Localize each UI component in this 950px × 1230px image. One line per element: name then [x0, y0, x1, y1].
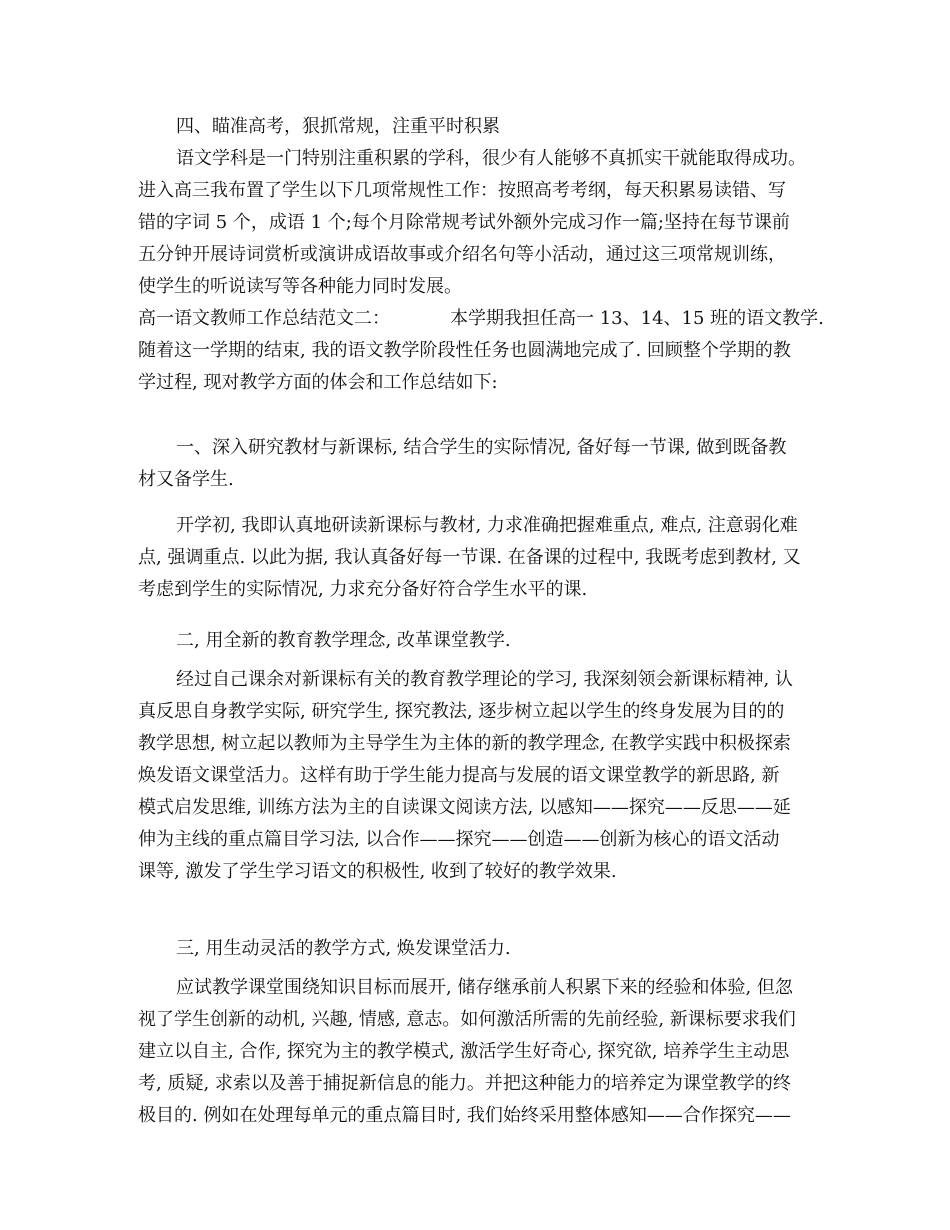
sample-two-intro	[138, 303, 824, 399]
paragraph-line: 语文学科是一门特别注重积累的学科，很少有人能够不真抓实干就能取得成功。	[176, 148, 806, 169]
paragraph-line: 课等, 激发了学生学习语文的积极性, 收到了较好的教学效果.	[138, 861, 617, 882]
paragraph-line: 模式启发思维, 训练方法为主的自读课文阅读方法, 以感知——探究——反思——延	[138, 797, 791, 818]
section-four-heading: 四、瞄准高考，狠抓常规，注重平时积累	[176, 116, 500, 137]
sample-two-title: 高一语文教师工作总结范文二：	[138, 308, 390, 329]
paragraph-line: 应试教学课堂围绕知识目标而展开, 储存继承前人积累下来的经验和体验, 但忽	[176, 977, 793, 998]
paragraph-line: 建立以自主, 合作, 探究为主的教学模式, 激活学生好奇心, 探究欲, 培养学生主动思	[138, 1041, 790, 1062]
paragraph-line: 进入高三我布置了学生以下几项常规性工作：按照高考考纲，每天积累易读错、写	[138, 180, 786, 201]
paragraph-line: 极目的. 例如在处理每单元的重点篇目时, 我们始终采用整体感知——合作探究——	[138, 1105, 791, 1126]
section-four	[138, 111, 818, 303]
part-two-body	[138, 664, 818, 888]
paragraph-line: 焕发语文课堂活力。这样有助于学生能力提高与发展的语文课堂教学的新思路, 新	[138, 765, 780, 786]
paragraph-line: 真反思自身教学实际, 研究学生, 探究教法, 逐步树立起以学生的终身发展为目的的	[138, 701, 785, 722]
part-three-body	[138, 972, 818, 1132]
paragraph-line: 考, 质疑, 求索以及善于捕捉新信息的能力。并把这种能力的培养定为课堂教学的终	[138, 1073, 791, 1094]
part-two-heading: 二, 用全新的教育教学理念, 改革课堂教学.	[176, 630, 511, 651]
intro-sentence: 本学期我担任高一 13、14、15 班的语文教学.	[450, 308, 824, 329]
paragraph-line: 错的字词 5 个，成语 1 个;每个月除常规考试外额外完成习作一篇;坚持在每节课前	[138, 212, 790, 233]
paragraph-line: 学过程, 现对教学方面的体会和工作总结如下:	[138, 372, 498, 393]
paragraph-line: 教学思想, 树立起以教师为主导学生为主体的新的教学理念, 在教学实践中积极探索	[138, 733, 791, 754]
paragraph-line: 使学生的听说读写等各种能力同时发展。	[138, 276, 462, 297]
paragraph-line: 开学初, 我即认真地研读新课标与教材, 力求准确把握难重点, 难点, 注意弱化难	[176, 515, 798, 536]
paragraph-line: 点, 强调重点. 以此为据, 我认真备好每一节课. 在备课的过程中, 我既考虑到教材, 又	[138, 547, 801, 568]
intro-line	[138, 303, 824, 335]
part-one-body	[138, 510, 818, 606]
paragraph-line: 考虑到学生的实际情况, 力求充分备好符合学生水平的课.	[138, 579, 588, 600]
part-three-heading: 三, 用生动灵活的教学方式, 焕发课堂活力.	[176, 938, 511, 959]
paragraph-line: 视了学生创新的动机, 兴趣, 情感, 意志。如何激活所需的先前经验, 新课标要求我们	[138, 1009, 796, 1030]
part-one-heading-cont: 材又备学生.	[138, 469, 234, 490]
part-two	[138, 625, 818, 657]
paragraph-line: 经过自己课余对新课标有关的教育教学理论的学习, 我深刻领会新课标精神, 认	[176, 669, 793, 690]
part-one-heading: 一、深入研究教材与新课标, 结合学生的实际情况, 备好每一节课, 做到既备教	[176, 437, 787, 458]
part-one	[138, 432, 818, 496]
paragraph-line: 五分钟开展诗词赏析或演讲成语故事或介绍名句等小活动，通过这三项常规训练，	[138, 244, 786, 265]
paragraph-line: 伸为主线的重点篇目学习法, 以合作——探究——创造——创新为核心的语文活动	[138, 829, 780, 850]
paragraph-line: 随着这一学期的结束, 我的语文教学阶段性任务也圆满地完成了. 回顾整个学期的教	[138, 340, 791, 361]
part-three	[138, 933, 818, 965]
